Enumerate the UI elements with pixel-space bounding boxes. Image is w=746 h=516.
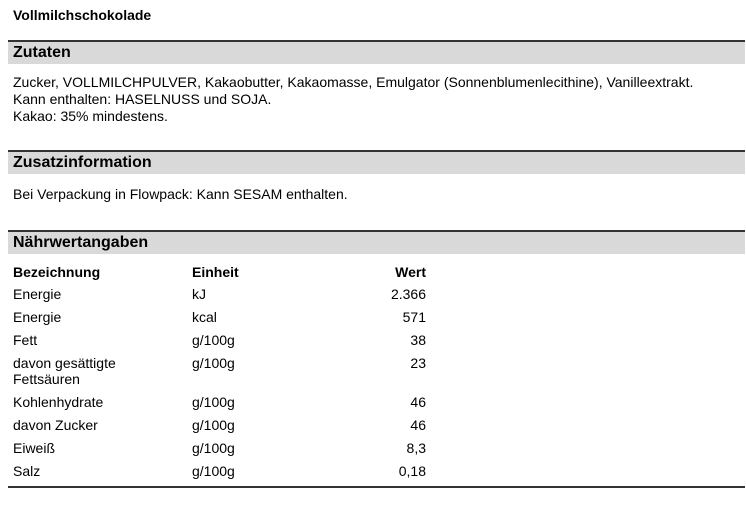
additional-info-text xyxy=(13,186,348,203)
additional-info-title: Zusatzinformation xyxy=(13,154,152,171)
ingredients-line: Zucker, VOLLMILCHPULVER, Kakaobutter, Kakaomasse, Emulgator (Sonnenblumenlecithine), Vanilleextrakt. xyxy=(13,74,694,90)
nutrient-value: 571 xyxy=(402,309,426,325)
nutrient-unit: g/100g xyxy=(192,332,235,348)
nutrient-value: 8,3 xyxy=(406,440,426,456)
nutrient-unit: g/100g xyxy=(192,440,235,456)
table-row xyxy=(13,286,426,309)
table-row xyxy=(13,332,426,355)
product-title: Vollmilchschokolade xyxy=(13,7,152,23)
nutrient-name: Salz xyxy=(13,463,41,479)
nutrient-value: 0,18 xyxy=(398,463,426,479)
nutrient-value: 2.366 xyxy=(390,286,426,302)
additional-info-header xyxy=(8,150,745,174)
nutrient-unit: kcal xyxy=(192,309,217,325)
table-row xyxy=(13,394,426,417)
nutrient-name: Energie xyxy=(13,286,62,302)
nutrient-name: Fett xyxy=(13,332,38,348)
nutrient-value: 23 xyxy=(410,355,426,371)
nutrient-unit: g/100g xyxy=(192,417,235,433)
nutrient-unit: g/100g xyxy=(192,394,235,410)
table-row xyxy=(13,355,426,394)
nutrition-header xyxy=(8,230,745,254)
nutrient-value: 46 xyxy=(410,394,426,410)
column-header-value: Wert xyxy=(395,264,426,280)
table-row xyxy=(13,309,426,332)
nutrient-unit: g/100g xyxy=(192,463,235,479)
nutrition-table xyxy=(13,264,426,479)
nutrient-value: 38 xyxy=(410,332,426,348)
table-row xyxy=(13,463,426,479)
nutrient-name: davon Zucker xyxy=(13,417,98,433)
ingredients-header xyxy=(8,40,745,64)
ingredients-line: Kakao: 35% mindestens. xyxy=(13,108,168,124)
nutrient-name: Kohlenhydrate xyxy=(13,394,104,410)
table-row xyxy=(13,417,426,440)
ingredients-title: Zutaten xyxy=(13,44,71,61)
nutrition-table-header-row xyxy=(13,264,426,286)
nutrient-name: Energie xyxy=(13,309,62,325)
nutrient-value: 46 xyxy=(410,417,426,433)
ingredients-line: Kann enthalten: HASELNUSS und SOJA. xyxy=(13,91,272,107)
nutrient-name: Eiweiß xyxy=(13,440,56,456)
additional-info-line: Bei Verpackung in Flowpack: Kann SESAM enthalten. xyxy=(13,186,348,202)
nutrient-unit: g/100g xyxy=(192,355,235,371)
column-header-unit: Einheit xyxy=(192,264,239,280)
table-row xyxy=(13,440,426,463)
nutrition-title: Nährwertangaben xyxy=(13,234,149,251)
bottom-divider xyxy=(8,486,745,488)
nutrient-name: davon gesättigte Fettsäuren xyxy=(13,355,116,387)
ingredients-text xyxy=(13,74,693,125)
nutrient-unit: kJ xyxy=(192,286,206,302)
column-header-name: Bezeichnung xyxy=(13,264,101,280)
